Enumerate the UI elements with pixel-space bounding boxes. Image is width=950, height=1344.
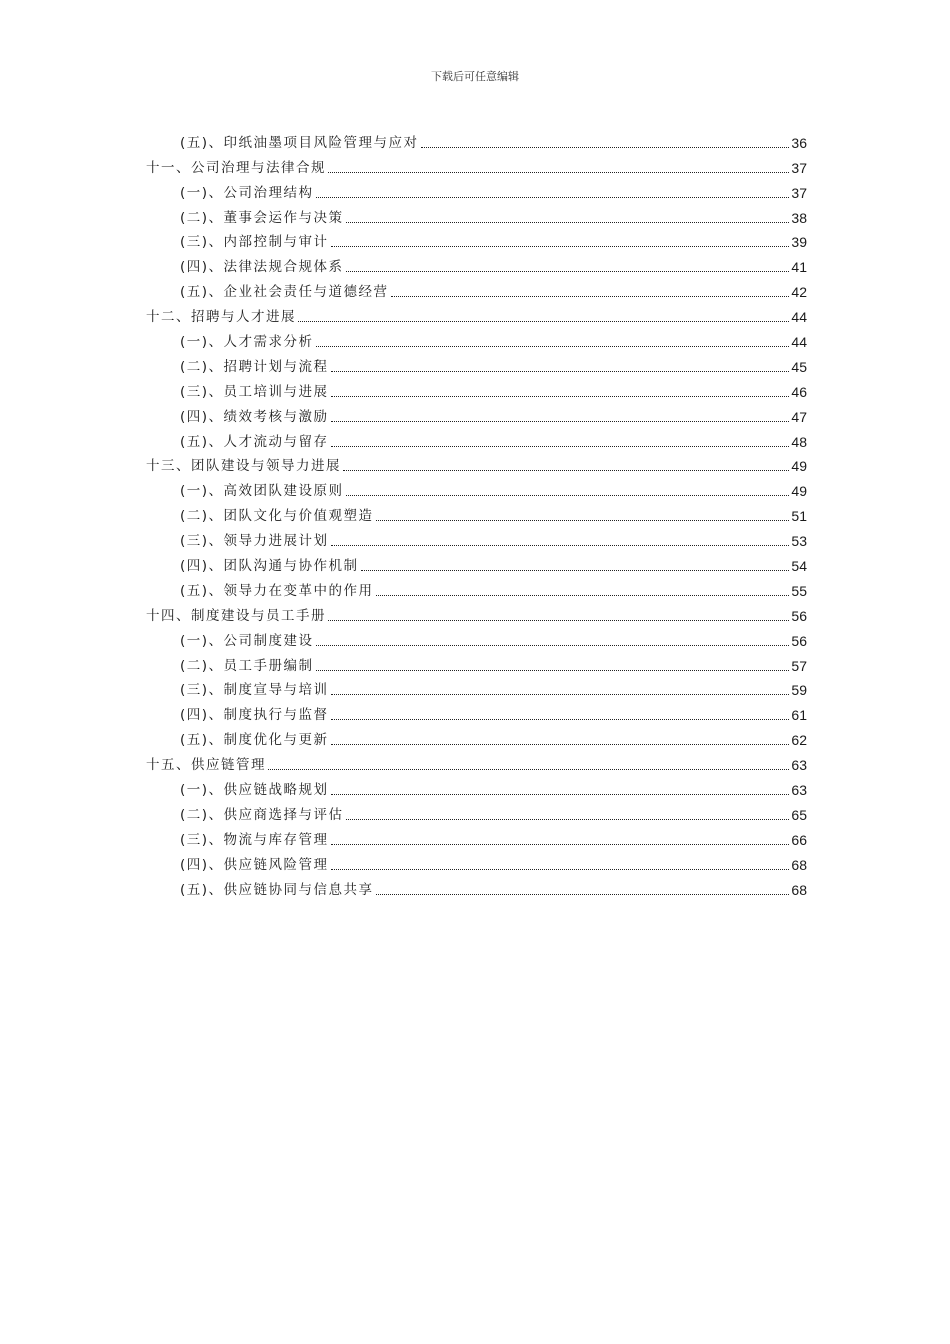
toc-dot-leader xyxy=(331,396,790,397)
toc-dot-leader xyxy=(331,421,790,422)
toc-section-entry[interactable] xyxy=(146,426,807,451)
toc-entry-title: (二)、招聘计划与流程 xyxy=(180,358,329,375)
toc-dot-leader xyxy=(346,271,790,272)
toc-entry-title: 十一、公司治理与法律合规 xyxy=(146,159,326,176)
toc-entry-title: (二)、员工手册编制 xyxy=(180,657,314,674)
toc-entry-page-number: 36 xyxy=(791,134,807,151)
toc-chapter-entry[interactable] xyxy=(146,749,807,774)
toc-entry-page-number: 66 xyxy=(791,831,807,848)
toc-entry-title: 十二、招聘与人才进展 xyxy=(146,309,296,326)
toc-entry-page-number: 37 xyxy=(791,184,807,201)
toc-entry-title: (一)、人才需求分析 xyxy=(180,334,314,351)
toc-dot-leader xyxy=(346,222,790,223)
toc-entry-page-number: 68 xyxy=(791,856,807,873)
toc-entry-page-number: 39 xyxy=(791,234,807,251)
toc-section-entry[interactable] xyxy=(146,500,807,525)
toc-dot-leader xyxy=(316,670,790,671)
toc-section-entry[interactable] xyxy=(146,401,807,426)
toc-section-entry[interactable] xyxy=(146,774,807,799)
toc-dot-leader xyxy=(376,520,790,521)
toc-dot-leader xyxy=(328,620,789,621)
toc-entry-page-number: 63 xyxy=(791,757,807,774)
toc-section-entry[interactable] xyxy=(146,251,807,276)
toc-section-entry[interactable] xyxy=(146,127,807,152)
toc-entry-title: (五)、制度优化与更新 xyxy=(180,732,329,749)
toc-section-entry[interactable] xyxy=(146,550,807,575)
toc-entry-page-number: 57 xyxy=(791,657,807,674)
toc-entry-page-number: 44 xyxy=(791,309,807,326)
toc-dot-leader xyxy=(361,570,790,571)
toc-entry-page-number: 46 xyxy=(791,383,807,400)
toc-dot-leader xyxy=(331,744,790,745)
toc-entry-page-number: 56 xyxy=(791,607,807,624)
toc-entry-page-number: 56 xyxy=(791,632,807,649)
toc-entry-title: (三)、员工培训与进展 xyxy=(180,383,329,400)
toc-section-entry[interactable] xyxy=(146,276,807,301)
toc-dot-leader xyxy=(298,321,789,322)
toc-entry-page-number: 59 xyxy=(791,682,807,699)
toc-entry-page-number: 54 xyxy=(791,558,807,575)
toc-section-entry[interactable] xyxy=(146,202,807,227)
toc-entry-title: (二)、董事会运作与决策 xyxy=(180,209,344,226)
toc-dot-leader xyxy=(316,645,790,646)
toc-entry-title: (五)、领导力在变革中的作用 xyxy=(180,582,374,599)
toc-entry-page-number: 49 xyxy=(791,458,807,475)
toc-section-entry[interactable] xyxy=(146,326,807,351)
toc-entry-page-number: 63 xyxy=(791,782,807,799)
toc-dot-leader xyxy=(331,869,790,870)
toc-dot-leader xyxy=(343,470,789,471)
toc-entry-title: (一)、高效团队建设原则 xyxy=(180,483,344,500)
table-of-contents xyxy=(146,127,807,899)
toc-section-entry[interactable] xyxy=(146,525,807,550)
toc-entry-page-number: 42 xyxy=(791,284,807,301)
header-note: 下载后可任意编辑 xyxy=(431,70,519,83)
toc-entry-title: 十四、制度建设与员工手册 xyxy=(146,607,326,624)
toc-section-entry[interactable] xyxy=(146,849,807,874)
toc-dot-leader xyxy=(331,694,790,695)
toc-entry-page-number: 68 xyxy=(791,881,807,898)
toc-section-entry[interactable] xyxy=(146,227,807,252)
toc-entry-title: (四)、制度执行与监督 xyxy=(180,707,329,724)
toc-entry-page-number: 51 xyxy=(791,508,807,525)
toc-entry-page-number: 53 xyxy=(791,533,807,550)
toc-dot-leader xyxy=(331,446,790,447)
toc-dot-leader xyxy=(268,769,789,770)
toc-section-entry[interactable] xyxy=(146,625,807,650)
toc-entry-page-number: 48 xyxy=(791,433,807,450)
toc-entry-page-number: 45 xyxy=(791,358,807,375)
toc-dot-leader xyxy=(421,147,790,148)
toc-dot-leader xyxy=(331,844,790,845)
toc-entry-page-number: 38 xyxy=(791,209,807,226)
toc-entry-title: (三)、制度宣导与培训 xyxy=(180,682,329,699)
toc-dot-leader xyxy=(376,894,790,895)
toc-entry-title: (二)、供应商选择与评估 xyxy=(180,806,344,823)
toc-section-entry[interactable] xyxy=(146,824,807,849)
toc-chapter-entry[interactable] xyxy=(146,301,807,326)
toc-section-entry[interactable] xyxy=(146,575,807,600)
toc-section-entry[interactable] xyxy=(146,874,807,899)
toc-chapter-entry[interactable] xyxy=(146,152,807,177)
toc-entry-title: (四)、团队沟通与协作机制 xyxy=(180,558,359,575)
toc-entry-page-number: 41 xyxy=(791,259,807,276)
toc-entry-page-number: 49 xyxy=(791,483,807,500)
toc-entry-title: (三)、物流与库存管理 xyxy=(180,831,329,848)
toc-entry-title: (五)、企业社会责任与道德经营 xyxy=(180,284,389,301)
toc-entry-title: (五)、印纸油墨项目风险管理与应对 xyxy=(180,134,419,151)
toc-entry-page-number: 55 xyxy=(791,582,807,599)
toc-entry-title: (一)、公司治理结构 xyxy=(180,184,314,201)
toc-section-entry[interactable] xyxy=(146,376,807,401)
toc-entry-title: (五)、供应链协同与信息共享 xyxy=(180,881,374,898)
toc-entry-title: 十五、供应链管理 xyxy=(146,757,266,774)
toc-dot-leader xyxy=(331,719,790,720)
toc-entry-page-number: 47 xyxy=(791,408,807,425)
toc-dot-leader xyxy=(346,495,790,496)
toc-dot-leader xyxy=(331,246,790,247)
toc-dot-leader xyxy=(346,819,790,820)
toc-entry-title: (三)、领导力进展计划 xyxy=(180,533,329,550)
toc-entry-title: (三)、内部控制与审计 xyxy=(180,234,329,251)
toc-section-entry[interactable] xyxy=(146,699,807,724)
toc-section-entry[interactable] xyxy=(146,475,807,500)
toc-dot-leader xyxy=(316,197,790,198)
toc-section-entry[interactable] xyxy=(146,650,807,675)
toc-entry-title: 十三、团队建设与领导力进展 xyxy=(146,458,341,475)
toc-entry-page-number: 44 xyxy=(791,334,807,351)
toc-entry-title: (二)、团队文化与价值观塑造 xyxy=(180,508,374,525)
toc-entry-title: (五)、人才流动与留存 xyxy=(180,433,329,450)
toc-entry-page-number: 65 xyxy=(791,806,807,823)
toc-entry-title: (一)、公司制度建设 xyxy=(180,632,314,649)
toc-entry-title: (四)、绩效考核与激励 xyxy=(180,408,329,425)
toc-entry-page-number: 62 xyxy=(791,732,807,749)
toc-dot-leader xyxy=(331,794,790,795)
toc-dot-leader xyxy=(331,371,790,372)
toc-section-entry[interactable] xyxy=(146,351,807,376)
toc-chapter-entry[interactable] xyxy=(146,451,807,476)
toc-chapter-entry[interactable] xyxy=(146,600,807,625)
toc-entry-title: (四)、供应链风险管理 xyxy=(180,856,329,873)
toc-dot-leader xyxy=(331,545,790,546)
toc-entry-page-number: 37 xyxy=(791,159,807,176)
toc-section-entry[interactable] xyxy=(146,675,807,700)
toc-section-entry[interactable] xyxy=(146,799,807,824)
toc-section-entry[interactable] xyxy=(146,724,807,749)
toc-entry-title: (一)、供应链战略规划 xyxy=(180,782,329,799)
toc-dot-leader xyxy=(376,595,790,596)
toc-section-entry[interactable] xyxy=(146,177,807,202)
toc-entry-page-number: 61 xyxy=(791,707,807,724)
toc-entry-title: (四)、法律法规合规体系 xyxy=(180,259,344,276)
toc-dot-leader xyxy=(391,296,790,297)
toc-dot-leader xyxy=(328,172,789,173)
toc-dot-leader xyxy=(316,346,790,347)
